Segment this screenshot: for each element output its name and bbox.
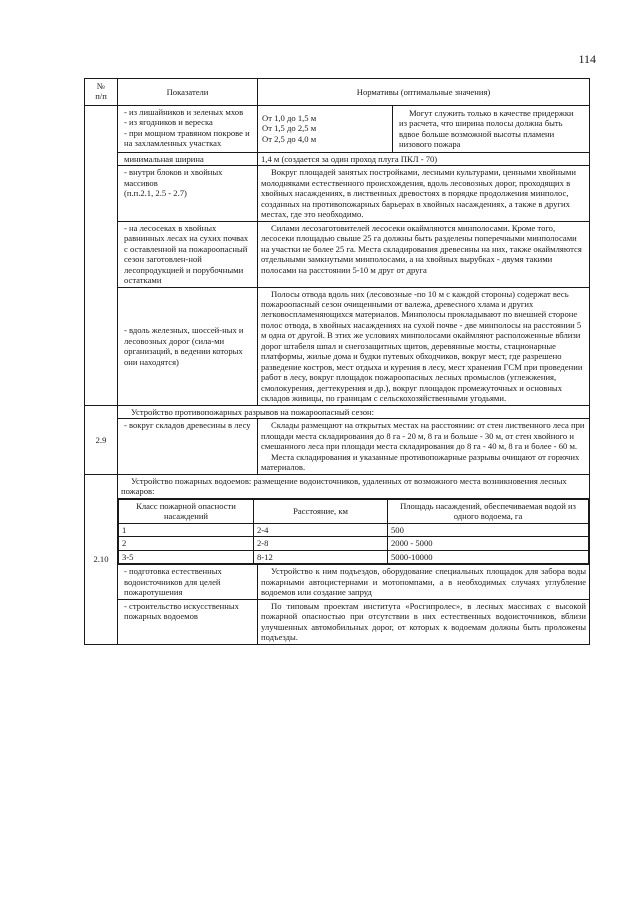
artificial-ponds-text: По типовым проектам института «Росгипролес», в лесных массивах с высокой пожарной опасностью при отсутствии в них естественных водоисточников, вблизи улучшенных автомобильных дорог, от которых к водоемам должны быть проложены подъезды.	[258, 599, 590, 644]
water-distance-value: 2-8	[254, 537, 388, 550]
table-row	[85, 599, 590, 644]
felling-label: - на лесосеках в хвойных равнинных лесах на сухих почвах с оставленной на пожароопасный сезон заготовлен-ной лесопродукцией и порубочными остатками	[118, 221, 258, 287]
blocks-text: Вокруг площадей занятых постройками, лесными культурами, ценными хвойными молодняками естественного происхождения, вдоль лесовозных дорог, проходящих в хвойных насаждениях, в лиственных древостоях в порядке продолжения минполос, созданных на противопожарных барьерах в хвойных насаждениях, а также в других местах, где это необходимо.	[258, 166, 590, 221]
water-header-area: Площадь насаждений, обеспечиваемая водой из одного водоема, га	[388, 499, 589, 523]
water-distance-value: 8-12	[254, 550, 388, 563]
water-table-header	[119, 499, 589, 523]
section-2-10-title: Устройство пожарных водоемов: размещение водоисточников, удаленных от возможного места возникновения лесных пожаров:	[118, 474, 590, 498]
water-distance-cell	[118, 498, 590, 564]
range-grass: От 2,5 до 4,0 м	[262, 133, 317, 144]
table-row	[85, 105, 590, 152]
felling-text: Силами лесозаготовителей лесосеки окаймляются минполосами. Кроме того, лесосеки площадью свыше 25 га должны быть разделены поперечными минполосами на участки не более 25 га. Места складирования древесины на них, также окаймляются отдельными замкнутыми минполосами, а на хвойных вырубках - двумя такими полосами на расстоянии 5-10 м друг от друга	[258, 221, 590, 287]
width-note: Могут служить только в качестве придержки из расчета, что ширина полосы должна быть вдвое больше возможной высоты пламени низового пожара	[399, 107, 574, 150]
header-number: № п/п	[85, 79, 118, 106]
water-class-cell: 3-5	[119, 550, 254, 563]
table-row	[85, 498, 590, 564]
water-area-value: 5000-10000	[388, 550, 589, 563]
table-row	[85, 166, 590, 221]
water-header-distance: Расстояние, км	[254, 499, 388, 523]
warehouses-text-1: Склады размещают на открытых местах на расстоянии: от стен лиственного леса при площади места складирования до 8 га - 20 м, 8 га и больше - 30 м, от стен хвойного и смешанного леса при площади места складирования до 8 га - 40 м, 8 га и более - 60 м.	[261, 420, 585, 452]
header-indicators: Показатели	[118, 79, 258, 106]
table-row	[85, 221, 590, 287]
natural-sources-label: - подготовка естественных водоисточников для целей пожаротушения	[118, 565, 258, 599]
water-area-value: 500	[388, 523, 589, 536]
table-row	[119, 550, 589, 563]
section-number-2-10: 2.10	[85, 474, 118, 644]
blocks-label: - внутри блоков и хвойных массивов (п.п.2.1, 2.5 - 2.7)	[118, 166, 258, 221]
table-row	[85, 565, 590, 599]
label-moss: - из лишайников и зеленых мхов	[124, 106, 244, 117]
min-width-label: минимальная ширина	[118, 152, 258, 165]
water-header-class: Класс пожарной опасности насаждений	[119, 499, 254, 523]
water-distance-value: 2-4	[254, 523, 388, 536]
warehouses-label: - вокруг складов древесины в лесу	[118, 419, 258, 474]
water-class-cell: 1	[119, 523, 254, 536]
norms-table	[84, 78, 590, 645]
table-row	[119, 523, 589, 536]
table-row	[85, 152, 590, 165]
range-berry: От 1,5 до 2,5 м	[262, 123, 317, 134]
roads-text: Полосы отвода вдоль них (лесовозные -по 10 м с каждой стороны) содержат весь пожароопасный сезон очищенными от валежа, древесного хлама и других легковоспламеняющихся материалов. Минполосы прокладывают по внешней стороне полос отвода, в хвойных насаждениях на сухой почве - две минполосы на расстоянии 5 м одна от другой. В этих же условиях минполосами окаймляют расположенные вблизи дорог штабеля шпал и снегозащитных щитов, деревянные мосты, стационарные платформы, жилые дома и будки путевых обходчиков, вокруг мест, где разрешено разведение костров, мест отдыха и курения в лесу, мест хранения ГСМ при проведении работ в лесу, вокруг площадок пожароопасных лесных промыслов (углежжения, смолокурения, дегтекурения и др.), вокруг площадок промежуточных и основных складов живицы, по границам с сельскохозяйственными угодьями.	[258, 287, 590, 405]
natural-sources-text: Устройство к ним подъездов, оборудование специальных площадок для забора воды пожарными автоцистернами и мотопомпами, а в необходимых случаях углубление водоемов или создание запруд	[258, 565, 590, 599]
table-row	[119, 537, 589, 550]
roads-label: - вдоль железных, шоссей-ных и лесовозных дорог (сила-ми организаций, в ведении которых они находятся)	[118, 287, 258, 405]
row-number-cell	[85, 105, 118, 405]
width-note-cell	[393, 105, 590, 152]
min-width-value: 1,4 м (создается за один проход плуга ПКЛ - 70)	[258, 152, 590, 165]
water-class-cell: 2	[119, 537, 254, 550]
table-header-row	[85, 79, 590, 106]
table-row	[85, 474, 590, 498]
water-distance-table	[118, 499, 589, 564]
warehouses-text-2: Места складирования и указанные противопожарные разрывы очищают от горючих материалов.	[261, 451, 580, 473]
section-2-9-title: Устройство противопожарных разрывов на пожароопасный сезон:	[118, 405, 590, 418]
table-row	[85, 405, 590, 418]
page-number: 114	[578, 52, 596, 66]
section-number-2-9: 2.9	[85, 405, 118, 474]
table-row	[85, 419, 590, 474]
label-berry: - из ягодников и вереска	[124, 117, 213, 128]
moss-labels-cell	[118, 105, 258, 152]
range-moss: От 1,0 до 1,5 м	[262, 112, 317, 123]
table-row	[85, 287, 590, 405]
artificial-ponds-label: - строительство искусственных пожарных водоемов	[118, 599, 258, 644]
water-area-value: 2000 - 5000	[388, 537, 589, 550]
header-norms: Нормативы (оптимальные значения)	[258, 79, 590, 106]
warehouses-text-cell	[258, 419, 590, 474]
width-ranges-cell	[258, 105, 393, 152]
label-grass: - при мощном травяном покрове и на захламленных участках	[124, 127, 250, 149]
